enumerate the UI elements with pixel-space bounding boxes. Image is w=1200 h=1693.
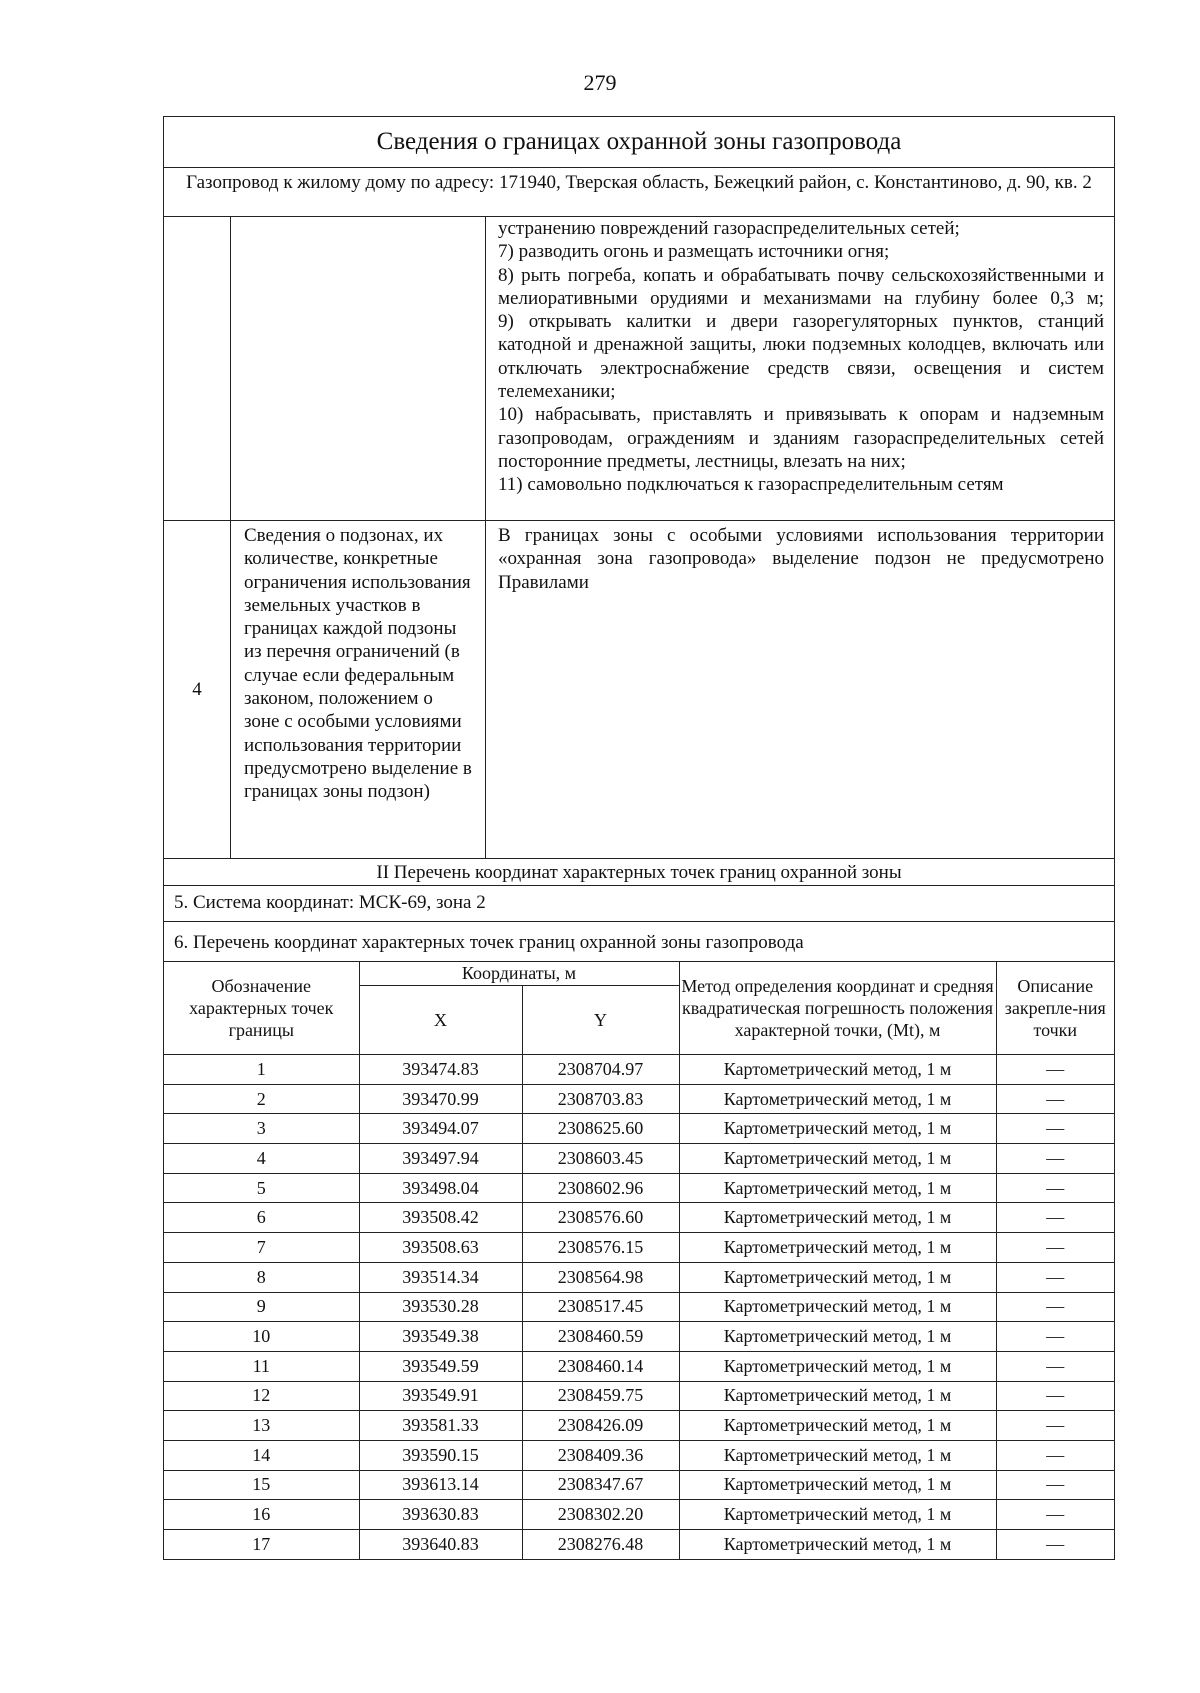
header-x: X bbox=[359, 986, 522, 1055]
header-y: Y bbox=[522, 986, 679, 1055]
point-id-cell: 10 bbox=[164, 1322, 359, 1352]
y-coordinate-cell: 2308703.83 bbox=[522, 1084, 679, 1114]
description-cell: — bbox=[996, 1233, 1114, 1263]
table-row bbox=[164, 1144, 1114, 1174]
point-id-cell: 4 bbox=[164, 1144, 359, 1174]
x-coordinate-cell: 393549.38 bbox=[359, 1322, 522, 1352]
section-2-title: II Перечень координат характерных точек границ охранной зоны bbox=[164, 858, 1114, 885]
y-coordinate-cell: 2308302.20 bbox=[522, 1500, 679, 1530]
point-id-cell: 1 bbox=[164, 1055, 359, 1085]
description-cell: — bbox=[996, 1470, 1114, 1500]
x-coordinate-cell: 393549.91 bbox=[359, 1381, 522, 1411]
y-coordinate-cell: 2308459.75 bbox=[522, 1381, 679, 1411]
point-id-cell: 5 bbox=[164, 1173, 359, 1203]
description-cell: — bbox=[996, 1144, 1114, 1174]
table-row bbox=[164, 1203, 1114, 1233]
table-row bbox=[164, 1351, 1114, 1381]
restriction-line: устранению повреждений газораспределительных сетей; bbox=[498, 218, 960, 239]
x-coordinate-cell: 393494.07 bbox=[359, 1114, 522, 1144]
y-coordinate-cell: 2308603.45 bbox=[522, 1144, 679, 1174]
subzones-label: Сведения о подзонах, их количестве, конкретные ограничения использования земельных участков в границах каждой подзоны из перечня ограничений (в случае если федеральным законом, положением о зоне с особыми условиями использования территории предусмотрено выделение в границах зоны подзон) bbox=[231, 521, 486, 858]
method-cell: Картометрический метод, 1 м bbox=[679, 1322, 996, 1352]
point-id-cell: 3 bbox=[164, 1114, 359, 1144]
description-cell: — bbox=[996, 1500, 1114, 1530]
method-cell: Картометрический метод, 1 м bbox=[679, 1084, 996, 1114]
point-id-cell: 7 bbox=[164, 1233, 359, 1263]
y-coordinate-cell: 2308564.98 bbox=[522, 1262, 679, 1292]
description-cell: — bbox=[996, 1262, 1114, 1292]
method-cell: Картометрический метод, 1 м bbox=[679, 1500, 996, 1530]
restrictions-text-cell bbox=[486, 217, 1114, 520]
y-coordinate-cell: 2308602.96 bbox=[522, 1173, 679, 1203]
restriction-line: 10) набрасывать, приставлять и привязывать к опорам и надземным газопроводам, ограждениям и зданиям газораспределительных сетей посторонние предметы, лестницы, влезать на них; bbox=[498, 404, 1104, 472]
table-row bbox=[164, 1055, 1114, 1085]
table-row bbox=[164, 1292, 1114, 1322]
header-method: Метод определения координат и средняя квадратическая погрешность положения характерной точки, (Mt), м bbox=[679, 962, 996, 1055]
table-row bbox=[164, 1470, 1114, 1500]
header-description: Описание закрепле-ния точки bbox=[996, 962, 1114, 1055]
method-cell: Картометрический метод, 1 м bbox=[679, 1470, 996, 1500]
x-coordinate-cell: 393508.42 bbox=[359, 1203, 522, 1233]
description-cell: — bbox=[996, 1055, 1114, 1085]
table-row bbox=[164, 1411, 1114, 1441]
description-cell: — bbox=[996, 1114, 1114, 1144]
restriction-line: 8) рыть погреба, копать и обрабатывать почву сельскохозяйственными и мелиоративными орудиями и механизмами на глубину более 0,3 м; bbox=[498, 264, 1104, 309]
y-coordinate-cell: 2308576.60 bbox=[522, 1203, 679, 1233]
description-cell: — bbox=[996, 1381, 1114, 1411]
x-coordinate-cell: 393498.04 bbox=[359, 1173, 522, 1203]
description-cell: — bbox=[996, 1084, 1114, 1114]
point-id-cell: 9 bbox=[164, 1292, 359, 1322]
point-id-cell: 8 bbox=[164, 1262, 359, 1292]
table-row bbox=[164, 1233, 1114, 1263]
method-cell: Картометрический метод, 1 м bbox=[679, 1292, 996, 1322]
restrictions-row bbox=[164, 216, 1114, 520]
coordinate-system: 5. Система координат: МСК-69, зона 2 bbox=[164, 885, 1114, 921]
table-row bbox=[164, 1262, 1114, 1292]
restriction-line: 7) разводить огонь и размещать источники огня; bbox=[498, 241, 890, 263]
x-coordinate-cell: 393508.63 bbox=[359, 1233, 522, 1263]
point-id-cell: 16 bbox=[164, 1500, 359, 1530]
point-id-cell: 12 bbox=[164, 1381, 359, 1411]
point-id-cell: 17 bbox=[164, 1530, 359, 1559]
table-row bbox=[164, 1084, 1114, 1114]
y-coordinate-cell: 2308276.48 bbox=[522, 1530, 679, 1559]
point-id-cell: 13 bbox=[164, 1411, 359, 1441]
pipeline-address: Газопровод к жилому дому по адресу: 171940, Тверская область, Бежецкий район, с. Константиново, д. 90, кв. 2 bbox=[164, 167, 1114, 216]
zone-info-table bbox=[163, 116, 1115, 1560]
method-cell: Картометрический метод, 1 м bbox=[679, 1203, 996, 1233]
coordinates-table-wrapper bbox=[164, 961, 1114, 1559]
description-cell: — bbox=[996, 1411, 1114, 1441]
table-row bbox=[164, 1322, 1114, 1352]
y-coordinate-cell: 2308704.97 bbox=[522, 1055, 679, 1085]
method-cell: Картометрический метод, 1 м bbox=[679, 1262, 996, 1292]
description-cell: — bbox=[996, 1440, 1114, 1470]
x-coordinate-cell: 393549.59 bbox=[359, 1351, 522, 1381]
y-coordinate-cell: 2308625.60 bbox=[522, 1114, 679, 1144]
x-coordinate-cell: 393514.34 bbox=[359, 1262, 522, 1292]
description-cell: — bbox=[996, 1173, 1114, 1203]
point-id-cell: 2 bbox=[164, 1084, 359, 1114]
page-number: 279 bbox=[583, 70, 617, 95]
description-cell: — bbox=[996, 1292, 1114, 1322]
method-cell: Картометрический метод, 1 м bbox=[679, 1381, 996, 1411]
y-coordinate-cell: 2308347.67 bbox=[522, 1470, 679, 1500]
restrictions-number-cell bbox=[164, 217, 231, 520]
method-cell: Картометрический метод, 1 м bbox=[679, 1351, 996, 1381]
description-cell: — bbox=[996, 1203, 1114, 1233]
restriction-line: 11) самовольно подключаться к газораспределительным сетям bbox=[498, 474, 1004, 496]
coordinates-list-title: 6. Перечень координат характерных точек границ охранной зоны газопровода bbox=[164, 921, 1114, 961]
header-point: Обозначение характерных точек границы bbox=[164, 962, 359, 1055]
x-coordinate-cell: 393474.83 bbox=[359, 1055, 522, 1085]
method-cell: Картометрический метод, 1 м bbox=[679, 1114, 996, 1144]
point-id-cell: 15 bbox=[164, 1470, 359, 1500]
point-id-cell: 14 bbox=[164, 1440, 359, 1470]
header-coordinates: Координаты, м bbox=[359, 962, 679, 986]
subzones-value: В границах зоны с особыми условиями использования территории «охранная зона газопровода» выделение подзон не предусмотрено Правилами bbox=[498, 525, 1104, 593]
table-row bbox=[164, 1173, 1114, 1203]
x-coordinate-cell: 393613.14 bbox=[359, 1470, 522, 1500]
description-cell: — bbox=[996, 1322, 1114, 1352]
description-cell: — bbox=[996, 1351, 1114, 1381]
restriction-line: 9) открывать калитки и двери газорегуляторных пунктов, станций катодной и дренажной защиты, люки подземных колодцев, включать или отключать электроснабжение средств связи, освещения и систем телемеханики; bbox=[498, 311, 1104, 403]
description-cell: — bbox=[996, 1530, 1114, 1559]
coordinates-table bbox=[164, 962, 1114, 1559]
method-cell: Картометрический метод, 1 м bbox=[679, 1173, 996, 1203]
x-coordinate-cell: 393640.83 bbox=[359, 1530, 522, 1559]
method-cell: Картометрический метод, 1 м bbox=[679, 1411, 996, 1441]
y-coordinate-cell: 2308460.59 bbox=[522, 1322, 679, 1352]
subzones-row bbox=[164, 520, 1114, 858]
point-id-cell: 6 bbox=[164, 1203, 359, 1233]
method-cell: Картометрический метод, 1 м bbox=[679, 1233, 996, 1263]
y-coordinate-cell: 2308517.45 bbox=[522, 1292, 679, 1322]
table-row bbox=[164, 1500, 1114, 1530]
table-row bbox=[164, 1440, 1114, 1470]
x-coordinate-cell: 393530.28 bbox=[359, 1292, 522, 1322]
method-cell: Картометрический метод, 1 м bbox=[679, 1055, 996, 1085]
x-coordinate-cell: 393630.83 bbox=[359, 1500, 522, 1530]
document-title: Сведения о границах охранной зоны газопровода bbox=[376, 128, 902, 155]
table-row bbox=[164, 1530, 1114, 1559]
x-coordinate-cell: 393497.94 bbox=[359, 1144, 522, 1174]
point-id-cell: 11 bbox=[164, 1351, 359, 1381]
y-coordinate-cell: 2308409.36 bbox=[522, 1440, 679, 1470]
table-row bbox=[164, 1381, 1114, 1411]
x-coordinate-cell: 393581.33 bbox=[359, 1411, 522, 1441]
table-row bbox=[164, 1114, 1114, 1144]
method-cell: Картометрический метод, 1 м bbox=[679, 1440, 996, 1470]
method-cell: Картометрический метод, 1 м bbox=[679, 1530, 996, 1559]
method-cell: Картометрический метод, 1 м bbox=[679, 1144, 996, 1174]
x-coordinate-cell: 393470.99 bbox=[359, 1084, 522, 1114]
y-coordinate-cell: 2308460.14 bbox=[522, 1351, 679, 1381]
y-coordinate-cell: 2308576.15 bbox=[522, 1233, 679, 1263]
restrictions-label-cell bbox=[231, 217, 486, 520]
x-coordinate-cell: 393590.15 bbox=[359, 1440, 522, 1470]
y-coordinate-cell: 2308426.09 bbox=[522, 1411, 679, 1441]
subzones-number: 4 bbox=[164, 521, 231, 858]
